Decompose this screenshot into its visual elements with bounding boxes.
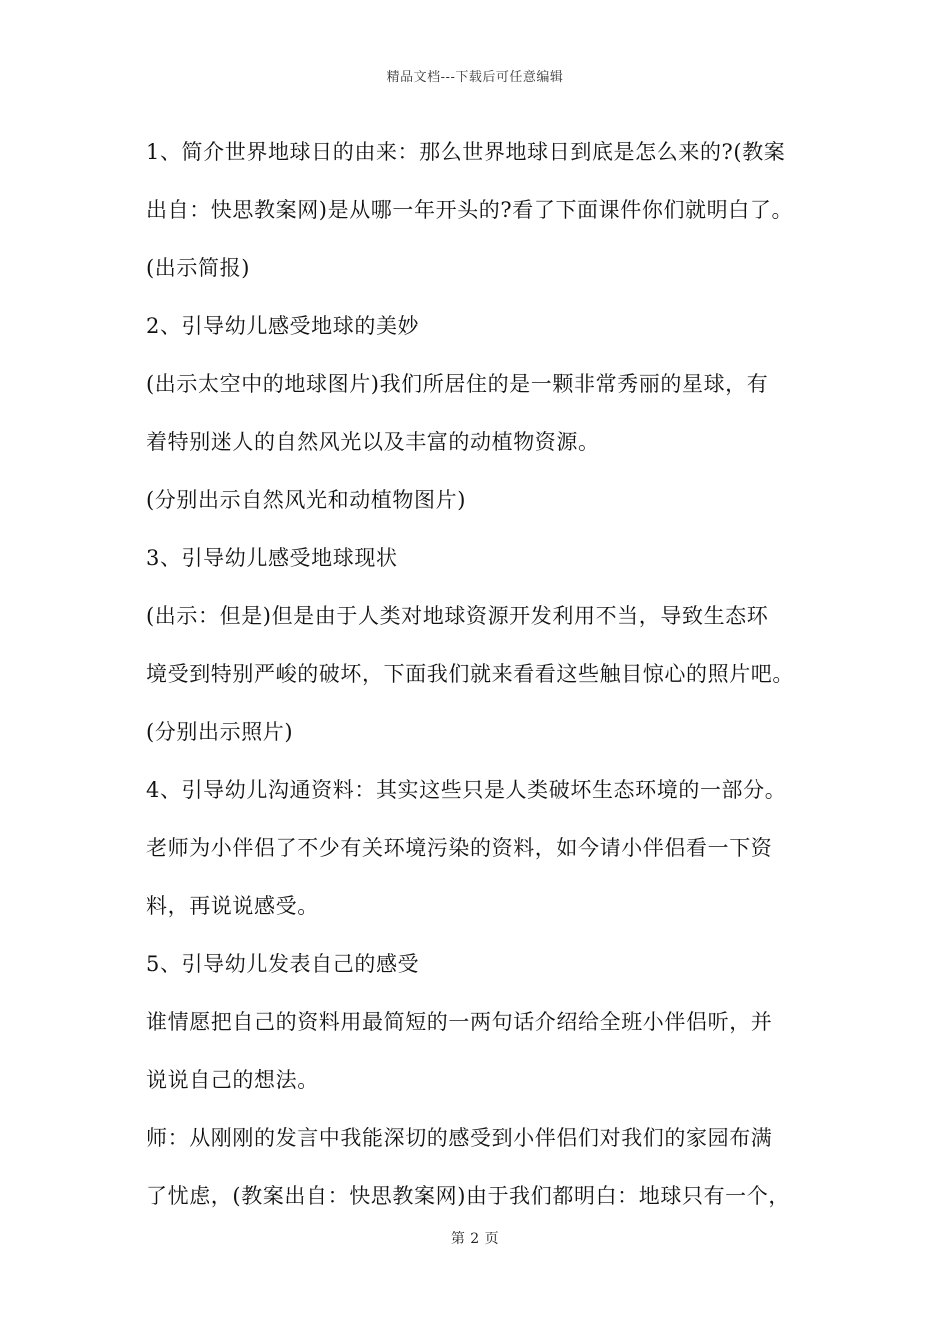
body-line: (出示简报) xyxy=(146,256,250,280)
body-line: 谁情愿把自己的资料用最简短的一两句话介绍给全班小伴侣听，并 xyxy=(146,1010,773,1034)
body-line: 料，再说说感受。 xyxy=(146,894,319,918)
body-line: 师：从刚刚的发言中我能深切的感受到小伴侣们对我们的家园布满 xyxy=(146,1126,773,1150)
body-line: 1、简介世界地球日的由来：那么世界地球日到底是怎么来的?(教案 xyxy=(146,140,786,164)
body-line: (出示太空中的地球图片)我们所居住的是一颗非常秀丽的星球，有 xyxy=(146,372,769,396)
page-header: 精品文档---下载后可任意编辑 xyxy=(386,70,564,85)
body-line: (分别出示自然风光和动植物图片) xyxy=(146,488,466,512)
body-line: (出示：但是)但是由于人类对地球资源开发利用不当，导致生态环 xyxy=(146,604,769,628)
page-number: 第 2 页 xyxy=(450,1231,500,1247)
body-line: 说说自己的想法。 xyxy=(146,1068,319,1092)
body-line: 2、引导幼儿感受地球的美妙 xyxy=(146,314,420,338)
body-line: 5、引导幼儿发表自己的感受 xyxy=(146,952,420,976)
body-line: 着特别迷人的自然风光以及丰富的动植物资源。 xyxy=(146,430,600,454)
document-body xyxy=(146,131,826,1233)
body-line: 了忧虑，(教案出自：快思教案网)由于我们都明白：地球只有一个， xyxy=(146,1184,790,1208)
body-line: 境受到特别严峻的破坏，下面我们就来看看这些触目惊心的照片吧。 xyxy=(146,662,794,686)
body-line: 3、引导幼儿感受地球现状 xyxy=(146,546,398,570)
body-line: 4、引导幼儿沟通资料：其实这些只是人类破坏生态环境的一部分。 xyxy=(146,778,787,802)
body-line: 出自：快思教案网)是从哪一年开头的?看了下面课件你们就明白了。 xyxy=(146,198,794,222)
body-line: (分别出示照片) xyxy=(146,720,294,744)
body-line: 老师为小伴侣了不少有关环境污染的资料，如今请小伴侣看一下资 xyxy=(146,836,773,860)
